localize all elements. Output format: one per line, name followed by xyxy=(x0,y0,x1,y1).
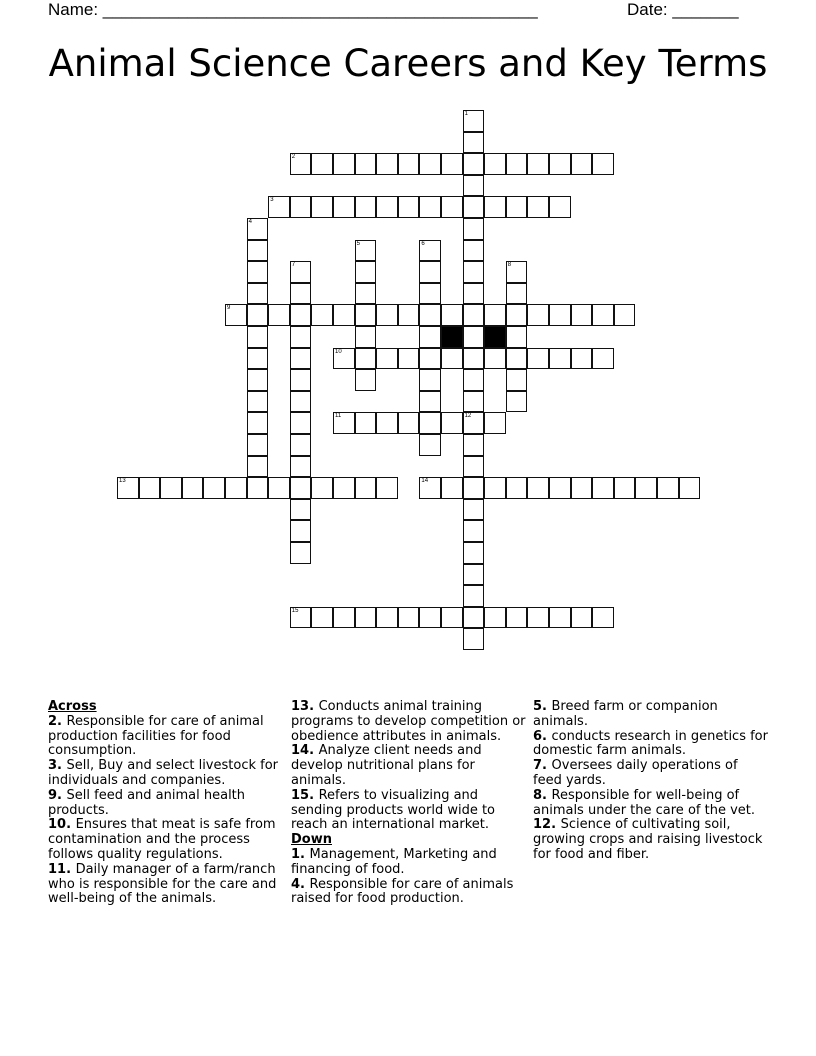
clue-number: 11 xyxy=(335,413,342,420)
clue-number: 5 xyxy=(356,240,360,247)
grid-cell[interactable] xyxy=(225,477,247,499)
grid-cell[interactable] xyxy=(549,477,571,499)
grid-cell[interactable] xyxy=(506,283,528,305)
clue-item xyxy=(533,759,768,789)
clue-item-text: Analyze client needs and develop nutritional plans for animals. xyxy=(291,743,482,788)
grid-cell[interactable] xyxy=(268,304,290,326)
grid-cell[interactable] xyxy=(614,304,636,326)
grid-cell[interactable] xyxy=(247,261,269,283)
grid-cell[interactable] xyxy=(247,218,269,240)
clue-number: 9 xyxy=(227,305,231,312)
grid-cell[interactable] xyxy=(463,520,485,542)
grid-cell[interactable] xyxy=(441,412,463,434)
clue-number: 13 xyxy=(119,478,126,485)
clue-item-text: Responsible for well-being of animals under the care of the vet. xyxy=(533,787,755,818)
clue-item-number: 1. xyxy=(291,846,310,862)
clue-item xyxy=(291,744,526,788)
clues-column-2 xyxy=(291,700,526,907)
grid-cell[interactable] xyxy=(463,585,485,607)
grid-cell[interactable] xyxy=(527,477,549,499)
clue-number: 15 xyxy=(291,607,299,614)
grid-cell[interactable] xyxy=(117,477,139,499)
grid-cell[interactable] xyxy=(419,304,441,326)
grid-cell[interactable] xyxy=(506,391,528,413)
clue-item xyxy=(291,878,526,908)
grid-cell[interactable] xyxy=(549,153,571,175)
grid-cell[interactable] xyxy=(463,304,485,326)
grid-cell[interactable] xyxy=(419,240,441,262)
grid-cell[interactable] xyxy=(398,348,420,370)
grid-cell[interactable] xyxy=(398,607,420,629)
grid-cell[interactable] xyxy=(506,348,528,370)
black-cell xyxy=(484,326,506,348)
grid-cell[interactable] xyxy=(376,412,398,434)
grid-cell[interactable] xyxy=(571,348,593,370)
grid-cell[interactable] xyxy=(463,607,485,629)
clue-item-number: 3. xyxy=(48,758,67,774)
grid-cell[interactable] xyxy=(139,477,161,499)
clue-number: 10 xyxy=(335,348,342,355)
grid-cell[interactable] xyxy=(592,348,614,370)
clue-item-text: Responsible for care of animals raised for food production. xyxy=(291,876,514,907)
grid-cell[interactable] xyxy=(463,499,485,521)
grid-cell[interactable] xyxy=(441,348,463,370)
grid-cell[interactable] xyxy=(311,153,333,175)
grid-cell[interactable] xyxy=(419,391,441,413)
grid-cell[interactable] xyxy=(247,326,269,348)
clue-item-text: Breed farm or companion animals. xyxy=(533,699,718,729)
grid-cell[interactable] xyxy=(290,261,312,283)
clue-item xyxy=(48,863,283,907)
clue-item xyxy=(291,700,526,744)
clue-number: 7 xyxy=(291,262,296,269)
clue-item-text: conducts research in genetics for domestic farm animals. xyxy=(533,728,768,759)
grid-cell[interactable] xyxy=(463,412,485,434)
grid-cell[interactable] xyxy=(311,477,333,499)
across-heading: Across xyxy=(48,699,97,714)
clue-item-text: Science of cultivating soil, growing crops and raising livestock for food and fiber. xyxy=(533,817,763,862)
clue-item-text: Responsible for care of animal production facilities for food consumption. xyxy=(48,713,264,759)
clue-item xyxy=(533,789,768,819)
grid-cell[interactable] xyxy=(441,304,463,326)
grid-cell[interactable] xyxy=(463,628,485,650)
grid-cell[interactable] xyxy=(463,196,485,218)
grid-cell[interactable] xyxy=(463,132,485,154)
clue-item xyxy=(291,789,526,833)
grid-cell[interactable] xyxy=(463,434,485,456)
grid-cell[interactable] xyxy=(333,196,355,218)
grid-cell[interactable] xyxy=(527,304,549,326)
grid-cell[interactable] xyxy=(247,412,269,434)
grid-cell[interactable] xyxy=(484,153,506,175)
grid-cell[interactable] xyxy=(290,456,312,478)
grid-cell[interactable] xyxy=(571,477,593,499)
down-heading: Down xyxy=(291,832,332,848)
grid-cell[interactable] xyxy=(484,196,506,218)
clues-column-3 xyxy=(533,700,768,863)
grid-cell[interactable] xyxy=(355,477,377,499)
grid-cell[interactable] xyxy=(463,348,485,370)
grid-cell[interactable] xyxy=(290,326,312,348)
grid-cell[interactable] xyxy=(549,607,571,629)
grid-cell[interactable] xyxy=(549,196,571,218)
grid-cell[interactable] xyxy=(355,304,377,326)
name-field[interactable]: Name: ______________________________________________ xyxy=(48,0,538,19)
grid-cell[interactable] xyxy=(419,477,441,499)
grid-cell[interactable] xyxy=(549,348,571,370)
clue-number: 3 xyxy=(270,197,274,204)
grid-cell[interactable] xyxy=(333,607,355,629)
clue-number: 6 xyxy=(421,240,425,247)
grid-cell[interactable] xyxy=(290,434,312,456)
grid-cell[interactable] xyxy=(419,369,441,391)
grid-cell[interactable] xyxy=(398,196,420,218)
grid-cell[interactable] xyxy=(484,304,506,326)
clue-number: 2 xyxy=(291,154,296,161)
grid-cell[interactable] xyxy=(376,348,398,370)
grid-cell[interactable] xyxy=(614,477,636,499)
grid-cell[interactable] xyxy=(290,477,312,499)
clue-number: 8 xyxy=(507,262,512,269)
clue-item-text: Daily manager of a farm/ranch who is responsible for the care and well-being of the animals. xyxy=(48,861,277,907)
grid-cell[interactable] xyxy=(355,412,377,434)
grid-cell[interactable] xyxy=(333,348,355,370)
grid-cell[interactable] xyxy=(333,153,355,175)
grid-cell[interactable] xyxy=(506,326,528,348)
grid-cell[interactable] xyxy=(592,304,614,326)
grid-cell[interactable] xyxy=(419,196,441,218)
clue-item xyxy=(48,818,283,862)
grid-cell[interactable] xyxy=(290,153,312,175)
clue-item xyxy=(533,700,768,730)
grid-cell[interactable] xyxy=(376,477,398,499)
grid-cell[interactable] xyxy=(290,499,312,521)
grid-cell[interactable] xyxy=(355,261,377,283)
grid-cell[interactable] xyxy=(290,607,312,629)
grid-cell[interactable] xyxy=(592,477,614,499)
clue-item-number: 9. xyxy=(48,787,67,803)
grid-cell[interactable] xyxy=(290,412,312,434)
grid-cell[interactable] xyxy=(333,304,355,326)
grid-cell[interactable] xyxy=(571,153,593,175)
grid-cell[interactable] xyxy=(290,304,312,326)
grid-cell[interactable] xyxy=(419,326,441,348)
grid-cell[interactable] xyxy=(398,304,420,326)
grid-cell[interactable] xyxy=(506,477,528,499)
page-title: Animal Science Careers and Key Terms xyxy=(48,42,768,85)
clue-number: 12 xyxy=(464,413,472,420)
grid-cell[interactable] xyxy=(160,477,182,499)
clue-item-number: 5. xyxy=(533,699,552,714)
grid-cell[interactable] xyxy=(484,607,506,629)
grid-cell[interactable] xyxy=(203,477,225,499)
grid-cell[interactable] xyxy=(419,261,441,283)
grid-cell[interactable] xyxy=(355,240,377,262)
grid-cell[interactable] xyxy=(290,369,312,391)
grid-cell[interactable] xyxy=(355,153,377,175)
grid-cell[interactable] xyxy=(441,477,463,499)
grid-cell[interactable] xyxy=(247,304,269,326)
grid-cell[interactable] xyxy=(247,434,269,456)
grid-cell[interactable] xyxy=(463,564,485,586)
grid-cell[interactable] xyxy=(355,607,377,629)
clue-item-number: 7. xyxy=(533,758,552,774)
grid-cell[interactable] xyxy=(355,196,377,218)
clue-item-text: Sell, Buy and select livestock for individuals and companies. xyxy=(48,758,279,788)
clue-item-text: Sell feed and animal health products. xyxy=(48,787,246,818)
grid-cell[interactable] xyxy=(247,240,269,262)
grid-cell[interactable] xyxy=(333,477,355,499)
grid-cell[interactable] xyxy=(571,304,593,326)
grid-cell[interactable] xyxy=(419,348,441,370)
grid-cell[interactable] xyxy=(441,153,463,175)
grid-cell[interactable] xyxy=(419,412,441,434)
grid-cell[interactable] xyxy=(635,477,657,499)
grid-cell[interactable] xyxy=(484,348,506,370)
clue-item xyxy=(533,730,768,760)
grid-cell[interactable] xyxy=(441,607,463,629)
grid-cell[interactable] xyxy=(657,477,679,499)
grid-cell[interactable] xyxy=(527,153,549,175)
grid-cell[interactable] xyxy=(463,391,485,413)
grid-cell[interactable] xyxy=(182,477,204,499)
grid-cell[interactable] xyxy=(463,456,485,478)
grid-cell[interactable] xyxy=(592,153,614,175)
grid-cell[interactable] xyxy=(419,434,441,456)
grid-cell[interactable] xyxy=(268,477,290,499)
grid-cell[interactable] xyxy=(463,175,485,197)
grid-cell[interactable] xyxy=(463,110,485,132)
grid-cell[interactable] xyxy=(506,153,528,175)
grid-cell[interactable] xyxy=(290,348,312,370)
date-field[interactable]: Date: _______ xyxy=(627,0,739,19)
grid-cell[interactable] xyxy=(527,348,549,370)
clue-item xyxy=(291,848,526,878)
clue-item-number: 10. xyxy=(48,817,76,833)
grid-cell[interactable] xyxy=(463,218,485,240)
grid-cell[interactable] xyxy=(463,240,485,262)
grid-cell[interactable] xyxy=(506,304,528,326)
grid-cell[interactable] xyxy=(484,412,506,434)
grid-cell[interactable] xyxy=(463,369,485,391)
clue-item-number: 15. xyxy=(291,787,319,803)
grid-cell[interactable] xyxy=(290,196,312,218)
grid-cell[interactable] xyxy=(247,477,269,499)
grid-cell[interactable] xyxy=(506,369,528,391)
clue-item-text: Conducts animal training programs to develop competition or obedience attributes in animals. xyxy=(291,699,526,744)
grid-cell[interactable] xyxy=(463,326,485,348)
clue-number: 14 xyxy=(421,478,429,485)
clue-item-number: 4. xyxy=(291,876,310,892)
clue-item-text: Ensures that meat is safe from contamination and the process follows quality regulations. xyxy=(48,817,276,862)
grid-cell[interactable] xyxy=(247,348,269,370)
grid-cell[interactable] xyxy=(592,607,614,629)
grid-cell[interactable] xyxy=(290,542,312,564)
grid-cell[interactable] xyxy=(463,153,485,175)
grid-cell[interactable] xyxy=(355,369,377,391)
grid-cell[interactable] xyxy=(247,369,269,391)
grid-cell[interactable] xyxy=(268,196,290,218)
grid-cell[interactable] xyxy=(419,153,441,175)
grid-cell[interactable] xyxy=(679,477,701,499)
clue-item xyxy=(48,759,283,789)
grid-cell[interactable] xyxy=(463,283,485,305)
clue-number: 1 xyxy=(464,111,468,117)
grid-cell[interactable] xyxy=(527,196,549,218)
grid-cell[interactable] xyxy=(571,607,593,629)
clue-item-text: Management, Marketing and financing of food. xyxy=(291,846,497,877)
grid-cell[interactable] xyxy=(398,153,420,175)
clue-item-text: Oversees daily operations of feed yards. xyxy=(533,758,738,788)
clue-item xyxy=(48,789,283,819)
clue-item-number: 14. xyxy=(291,743,319,759)
clue-item xyxy=(533,818,768,862)
grid-cell[interactable] xyxy=(247,391,269,413)
clue-item xyxy=(48,715,283,759)
clue-item-number: 12. xyxy=(533,817,561,833)
grid-cell[interactable] xyxy=(247,456,269,478)
clue-item-text: Refers to visualizing and sending products world wide to reach an international market. xyxy=(291,787,496,833)
grid-cell[interactable] xyxy=(311,196,333,218)
grid-cell[interactable] xyxy=(506,196,528,218)
clue-item-number: 6. xyxy=(533,728,552,744)
grid-cell[interactable] xyxy=(376,153,398,175)
grid-cell[interactable] xyxy=(419,607,441,629)
grid-cell[interactable] xyxy=(506,261,528,283)
grid-cell[interactable] xyxy=(290,520,312,542)
grid-cell[interactable] xyxy=(376,304,398,326)
clue-item-number: 8. xyxy=(533,787,552,803)
grid-cell[interactable] xyxy=(398,412,420,434)
grid-cell[interactable] xyxy=(355,326,377,348)
grid-cell[interactable] xyxy=(484,477,506,499)
grid-cell[interactable] xyxy=(463,477,485,499)
clue-item-number: 13. xyxy=(291,699,319,714)
grid-cell[interactable] xyxy=(290,391,312,413)
grid-cell[interactable] xyxy=(463,542,485,564)
grid-cell[interactable] xyxy=(419,283,441,305)
grid-cell[interactable] xyxy=(549,304,571,326)
clue-number: 4 xyxy=(248,219,252,225)
grid-cell[interactable] xyxy=(376,607,398,629)
grid-cell[interactable] xyxy=(376,196,398,218)
grid-cell[interactable] xyxy=(225,304,247,326)
clues-column-1 xyxy=(48,700,283,907)
clue-item-number: 11. xyxy=(48,861,76,877)
grid-cell[interactable] xyxy=(247,283,269,305)
grid-cell[interactable] xyxy=(463,261,485,283)
grid-cell[interactable] xyxy=(290,283,312,305)
grid-cell[interactable] xyxy=(355,283,377,305)
black-cell xyxy=(441,326,463,348)
grid-cell[interactable] xyxy=(355,348,377,370)
grid-cell[interactable] xyxy=(527,607,549,629)
grid-cell[interactable] xyxy=(311,304,333,326)
grid-cell[interactable] xyxy=(441,196,463,218)
grid-cell[interactable] xyxy=(506,607,528,629)
clue-item-number: 2. xyxy=(48,713,67,729)
grid-cell[interactable] xyxy=(333,412,355,434)
grid-cell[interactable] xyxy=(311,607,333,629)
